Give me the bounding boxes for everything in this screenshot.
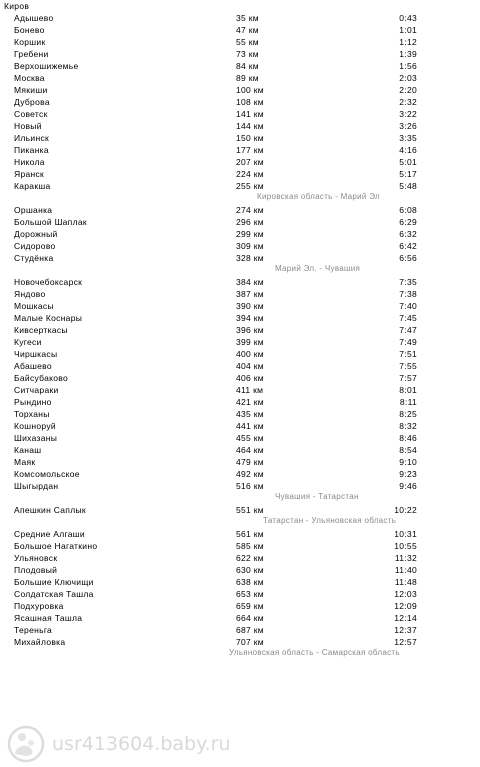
stop-name: Никола [14,157,45,167]
timetable-row [0,408,480,420]
stop-name: Плодовый [14,565,58,575]
stop-time: 10:22 [394,505,417,515]
stop-name: Советск [14,109,48,119]
stop-distance: 387 км [236,289,264,299]
stop-name: Сидорово [14,241,56,251]
region-border-label: Татарстан - Ульяновская область [263,516,397,525]
stop-time: 12:09 [394,601,417,611]
stop-distance: 296 км [236,217,264,227]
stop-time: 3:26 [399,121,417,131]
timetable-row [0,468,480,480]
timetable-row [0,96,480,108]
timetable-row [0,180,480,192]
stop-distance: 396 км [236,325,264,335]
stop-distance: 411 км [236,385,264,395]
stop-time: 8:25 [399,409,417,419]
stop-name: Ясашная Ташла [14,613,83,623]
timetable-row [0,216,480,228]
stop-distance: 108 км [236,97,264,107]
stop-distance: 400 км [236,349,264,359]
stop-name: Маяк [14,457,36,467]
timetable-row [0,600,480,612]
stop-time: 5:17 [399,169,417,179]
stop-name: Дуброва [14,97,50,107]
stop-name: Пиканка [14,145,49,155]
timetable-row [0,444,480,456]
stop-time: 7:40 [399,301,417,311]
stop-time: 7:35 [399,277,417,287]
stop-distance: 73 км [236,49,259,59]
stop-name: Рындино [14,397,52,407]
stop-time: 1:01 [399,25,417,35]
stop-distance: 207 км [236,157,264,167]
stop-time: 9:10 [399,457,417,467]
stop-distance: 421 км [236,397,264,407]
stop-time: 6:29 [399,217,417,227]
timetable-row [0,120,480,132]
timetable-row [0,312,480,324]
stop-time: 7:45 [399,313,417,323]
stop-time: 8:46 [399,433,417,443]
stop-distance: 47 км [236,25,259,35]
stop-distance: 441 км [236,421,264,431]
stop-time: 5:01 [399,157,417,167]
stop-distance: 516 км [236,481,264,491]
stop-distance: 630 км [236,565,264,575]
stop-name: Апешкин Саплык [14,505,86,515]
stop-name: Большой Шаплак [14,217,87,227]
stop-distance: 89 км [236,73,259,83]
stop-name: Кивсерткасы [14,325,68,335]
stop-time: 7:38 [399,289,417,299]
stop-name: Верхошижемье [14,61,79,71]
stop-time: 10:55 [394,541,417,551]
stop-distance: 328 км [236,253,264,263]
stop-time: 1:39 [399,49,417,59]
region-border-label: Ульяновская область - Самарская область [229,648,400,657]
stop-distance: 255 км [236,181,264,191]
stop-distance: 309 км [236,241,264,251]
stop-name: Ильинск [14,133,50,143]
stop-distance: 141 км [236,109,264,119]
stop-name: Студёнка [14,253,54,263]
stop-time: 6:56 [399,253,417,263]
timetable-row [0,564,480,576]
mother-child-icon [6,724,46,764]
stop-time: 8:32 [399,421,417,431]
stop-time: 8:01 [399,385,417,395]
stop-time: 7:55 [399,361,417,371]
stop-distance: 638 км [236,577,264,587]
stop-name: Абашево [14,361,52,371]
stop-name: Байсубаково [14,373,69,383]
stop-name: Яндово [14,289,46,299]
stop-name: Комсомольское [14,469,80,479]
timetable-row [0,624,480,636]
stop-name: Средние Алгаши [14,529,85,539]
stop-time: 7:49 [399,337,417,347]
timetable-row [0,36,480,48]
route-origin: Киров [4,1,30,11]
stop-time: 12:37 [394,625,417,635]
stop-name: Кугеси [14,337,42,347]
stop-time: 1:12 [399,37,417,47]
stop-distance: 707 км [236,637,264,647]
region-border-label: Марий Эл. - Чувашия [275,264,361,273]
stop-name: Канаш [14,445,42,455]
stop-name: Каракша [14,181,51,191]
stop-name: Оршанка [14,205,53,215]
stop-name: Большие Ключищи [14,577,94,587]
timetable-row [0,576,480,588]
stop-name: Дорожный [14,229,58,239]
stop-distance: 406 км [236,373,264,383]
region-border-label: Чувашия - Татарстан [275,492,359,501]
stop-name: Гребени [14,49,49,59]
timetable-row [0,348,480,360]
stop-time: 0:43 [399,13,417,23]
stop-time: 12:03 [394,589,417,599]
site-watermark [6,724,246,764]
stop-name: Новый [14,121,42,131]
stop-time: 3:22 [399,109,417,119]
timetable-row [0,420,480,432]
stop-distance: 299 км [236,229,264,239]
stop-time: 2:03 [399,73,417,83]
region-border-label: Кировская область - Марий Эл [257,192,380,201]
stop-distance: 653 км [236,589,264,599]
timetable-row [0,48,480,60]
stop-time: 6:08 [399,205,417,215]
stop-time: 5:48 [399,181,417,191]
stop-time: 6:32 [399,229,417,239]
timetable-row [0,144,480,156]
timetable-row [0,288,480,300]
stop-name: Большое Нагаткино [14,541,98,551]
timetable-row [0,456,480,468]
stop-distance: 479 км [236,457,264,467]
stop-name: Подхуровка [14,601,64,611]
stop-name: Малые Коснары [14,313,83,323]
stop-distance: 659 км [236,601,264,611]
stop-name: Шихазаны [14,433,58,443]
stop-distance: 455 км [236,433,264,443]
stop-name: Михайловка [14,637,66,647]
stop-distance: 100 км [236,85,264,95]
timetable-row [0,384,480,396]
stop-name: Шыгырдан [14,481,59,491]
stop-time: 2:20 [399,85,417,95]
stop-distance: 55 км [236,37,259,47]
timetable-row [0,204,480,216]
stop-time: 10:31 [394,529,417,539]
timetable-row [0,432,480,444]
stop-distance: 150 км [236,133,264,143]
timetable-row [0,480,480,492]
timetable-row [0,540,480,552]
stop-time: 8:54 [399,445,417,455]
stop-time: 7:57 [399,373,417,383]
stop-distance: 664 км [236,613,264,623]
stop-time: 8:11 [399,397,417,407]
timetable-row [0,132,480,144]
timetable-row [0,228,480,240]
stop-name: Бонево [14,25,45,35]
stop-name: Мошкасы [14,301,54,311]
timetable-row [0,108,480,120]
timetable-row [0,300,480,312]
timetable-row [0,240,480,252]
stop-name: Яранск [14,169,45,179]
stop-time: 11:48 [394,577,417,587]
stop-distance: 35 км [236,13,259,23]
stop-distance: 404 км [236,361,264,371]
timetable-row [0,324,480,336]
stop-distance: 274 км [236,205,264,215]
stop-name: Торханы [14,409,50,419]
stop-time: 12:14 [394,613,417,623]
stop-time: 1:56 [399,61,417,71]
timetable-row [0,372,480,384]
stop-distance: 394 км [236,313,264,323]
stop-time: 4:16 [399,145,417,155]
timetable-row [0,360,480,372]
stop-distance: 144 км [236,121,264,131]
stop-time: 2:32 [399,97,417,107]
timetable-row [0,72,480,84]
stop-distance: 177 км [236,145,264,155]
timetable-row [0,168,480,180]
stop-distance: 435 км [236,409,264,419]
timetable-row [0,252,480,264]
stop-name: Кошноруй [14,421,56,431]
timetable-row [0,24,480,36]
stop-time: 9:46 [399,481,417,491]
stop-time: 7:47 [399,325,417,335]
stop-time: 6:42 [399,241,417,251]
stop-time: 3:35 [399,133,417,143]
timetable-row [0,552,480,564]
stop-time: 7:51 [399,349,417,359]
stop-name: Адышево [14,13,54,23]
stop-distance: 399 км [236,337,264,347]
stop-distance: 492 км [236,469,264,479]
stop-distance: 585 км [236,541,264,551]
stop-name: Чиршкасы [14,349,58,359]
timetable-row [0,612,480,624]
stop-name: Ульяновск [14,553,58,563]
stop-time: 11:32 [394,553,417,563]
timetable-row [0,276,480,288]
timetable-row [0,336,480,348]
stop-name: Москва [14,73,45,83]
timetable-row [0,60,480,72]
timetable-row [0,84,480,96]
stop-distance: 384 км [236,277,264,287]
stop-name: Ситчараки [14,385,59,395]
stop-name: Солдатская Ташла [14,589,94,599]
timetable-row [0,396,480,408]
stop-name: Новочебоксарск [14,277,83,287]
stop-time: 11:40 [394,565,417,575]
stop-time: 9:23 [399,469,417,479]
timetable-row [0,12,480,24]
stop-name: Мякиши [14,85,48,95]
stop-distance: 224 км [236,169,264,179]
stop-distance: 687 км [236,625,264,635]
stop-distance: 561 км [236,529,264,539]
stop-time: 12:57 [394,637,417,647]
stop-distance: 551 км [236,505,264,515]
stop-distance: 390 км [236,301,264,311]
stop-distance: 464 км [236,445,264,455]
timetable-row [0,528,480,540]
timetable-row [0,504,480,516]
watermark-text: usr413604.baby.ru [52,733,231,755]
stop-distance: 622 км [236,553,264,563]
stop-distance: 84 км [236,61,259,71]
timetable-row [0,156,480,168]
stop-name: Тереньга [14,625,53,635]
stop-name: Коршик [14,37,46,47]
timetable-row [0,588,480,600]
